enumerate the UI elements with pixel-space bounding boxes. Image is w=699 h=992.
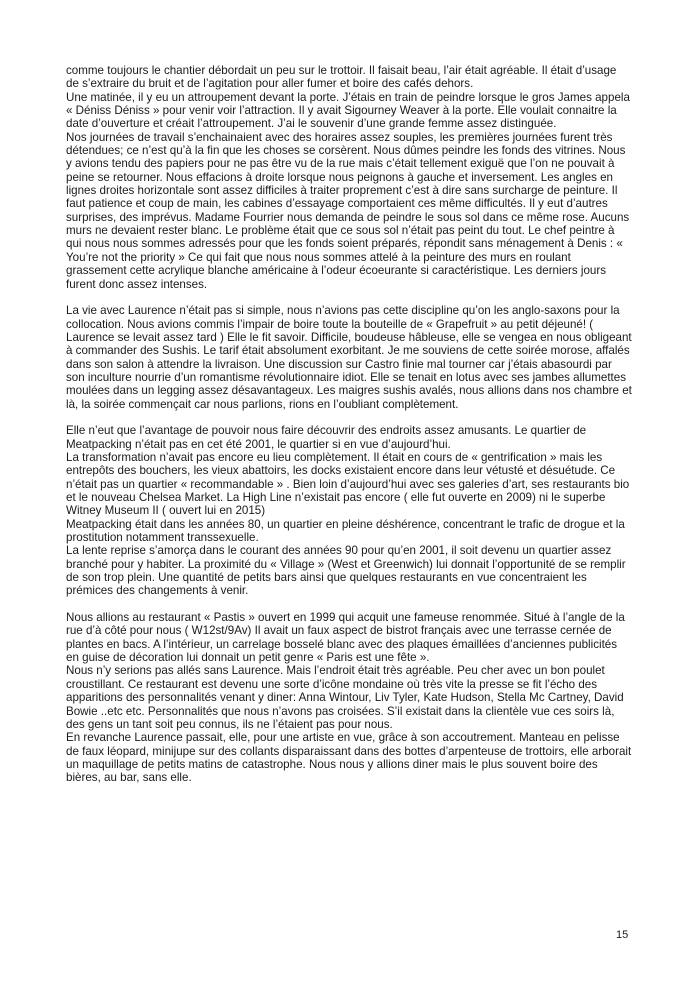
- paragraph: Nous allions au restaurant « Pastis » ouvert en 1999 qui acquit une fameuse renommée. Situé à l’angle de la rue d’à côté pour nous ( W12st/9Av) Il avait un faux aspect de bistrot français avec une terrasse cernée de plantes en bacs. A l’intérieur, un carrelage bosselé blanc avec des plaques émaillées d’anciennes publicités en guise de décoration lui donnait un petit genre « Paris est une fête ».: [66, 611, 625, 665]
- paragraph: Nous n’y serions pas allés sans Laurence. Mais l’endroit était très agréable. Peu cher avec un bon poulet croustillant. Ce restaurant est devenu une sorte d’icône mondaine où très vite la presse se fit l’écho des apparitions des personnalités venant y diner: Anna Wintour, Liv Tyler, Kate Hudson, Stella Mc Cartney, David Bowie ..etc etc. Personnalités que nous n’avons pas croisées. S’il existait dans la clientèle vue ces soirs là, des gens un tant soit peu connus, ils ne l’étaient pas pour nous.: [66, 664, 624, 731]
- page-number: 15: [616, 929, 629, 941]
- paragraph: Elle n’eut que l’avantage de pouvoir nous faire découvrir des endroits assez amusants. Le quartier de Meatpacking n’était pas en cet été 2001, le quartier si en vue d’aujourd’hui.: [66, 424, 587, 451]
- paragraph: Une matinée, il y eu un attroupement devant la porte. J’étais en train de peindre lorsque le gros James appela « Déniss Déniss » pour venir voir l’attraction. Il y avait Sigourney Weaver à la porte. Elle voulait connaitre la date d’ouverture et créait l’attroupement. J’ai le souvenir d’une grande femme assez distinguée.: [66, 90, 630, 131]
- paragraph: La lente reprise s’amorça dans le courant des années 90 pour qu’en 2001, il soit devenu un quartier assez branché pour y habiter. La proximité du « Village » (West et Greenwich) lui donnait l’opportunité de se remplir de son trop plein. Une quantité de petits bars ainsi que quelques restaurants en vue concentraient les prémices des changements à venir.: [66, 544, 626, 598]
- paragraph: En revanche Laurence passait, elle, pour une artiste en vue, grâce à son accoutrement. Manteau en pelisse de faux léopard, minijupe sur des collants disparaissant dans des bottes d’arpenteuse de trottoirs, elle arborait un maquillage de petits matins de catastrophe. Nous nous y allions diner mais le plus souvent boire des bières, au bar, sans elle.: [66, 731, 632, 785]
- paragraph: Meatpacking était dans les années 80, un quartier en pleine déshérence, concentrant le trafic de drogue et la prostitution notamment transsexuelle.: [66, 517, 625, 545]
- paragraph: Nos journées de travail s’enchainaient avec des horaires assez souples, les premières journées furent très détendues; ce n’est qu’à la fin que les choses se corsèrent. Nous dûmes peindre les fonds des vitrines. Nous y avions tendu des papiers pour ne pas être vu de la rue mais c’était tellement exiguë que l’on ne pouvait à peine se retourner. Nous effacions à droite lorsque nous peignons à gauche et inversement. Les angles en lignes droites horizontale sont assez difficiles à traiter proprement c’est à dire sans surcharge de peinture. Il faut patience et coup de main, les cabines d’essayage comportaient ces même difficultés. Il y eut d’autres surprises, des imprévus. Madame Fourrier nous demanda de peindre le sous sol dans ce même rose. Aucuns murs ne devaient rester blanc. Le problème était que ce sous sol n’était pas peint du tout. Le chef peintre à qui nous nous sommes adressés pour que les fonds soient préparés, répondit sans ménagement à Denis : « You’re not the priority » Ce qui fait que nous nous sommes attelé à la peinture des murs en roulant grassement cette acrylique blanche américaine à l’odeur écoeurante si caractéristique. Les derniers jours furent donc assez intenses.: [66, 130, 630, 291]
- paragraph: La transformation n’avait pas encore eu lieu complètement. Il était en cours de « gentrification » mais les entrepôts des bouchers, les vieux abattoirs, les docks existaient encore dans leur vétusté et désuétude. Ce n’était pas un quartier « recommandable » . Bien loin d’aujourd’hui avec ses galeries d’art, ses restaurants bio et le nouveau Chelsea Market. La High Line n’existait pas encore ( elle fut ouverte en 2009) ni le superbe Witney Museum II ( ouvert lui en 2015): [66, 450, 630, 518]
- paragraph: La vie avec Laurence n’était pas si simple, nous n’avions pas cette discipline qu’on les anglo-saxons pour la collocation. Nous avions commis l’impair de boire toute la bouteille de « Grapefruit » au petit déjeuné! ( Laurence se levait assez tard ) Elle le fit savoir. Difficile, boudeuse hâbleuse, elle se vengea en nous obligeant à commander des Sushis. Le tarif était absolument exorbitant. Je me souviens de cette soirée morose, affalés dans son salon à attendre la livraison. Une discussion sur Castro finie mal tourner car j’étais abasourdi par son inculture nourrie d’un romantisme révolutionnaire idiot. Elle se tenait en lotus avec ses jambes allumettes moulées dans un legging assez désavantageux. Les maigres sushis avalés, nous allions dans nos chambre et là, la soirée commençait car nous parlions, rions en l’oubliant complètement.: [66, 304, 632, 411]
- body-text: [66, 64, 632, 785]
- paragraph: comme toujours le chantier débordait un peu sur le trottoir. Il faisait beau, l’air était agréable. Il était d’usage de s’extraire du bruit et de l’agitation pour aller fumer et boire des cafés dehors.: [66, 64, 617, 91]
